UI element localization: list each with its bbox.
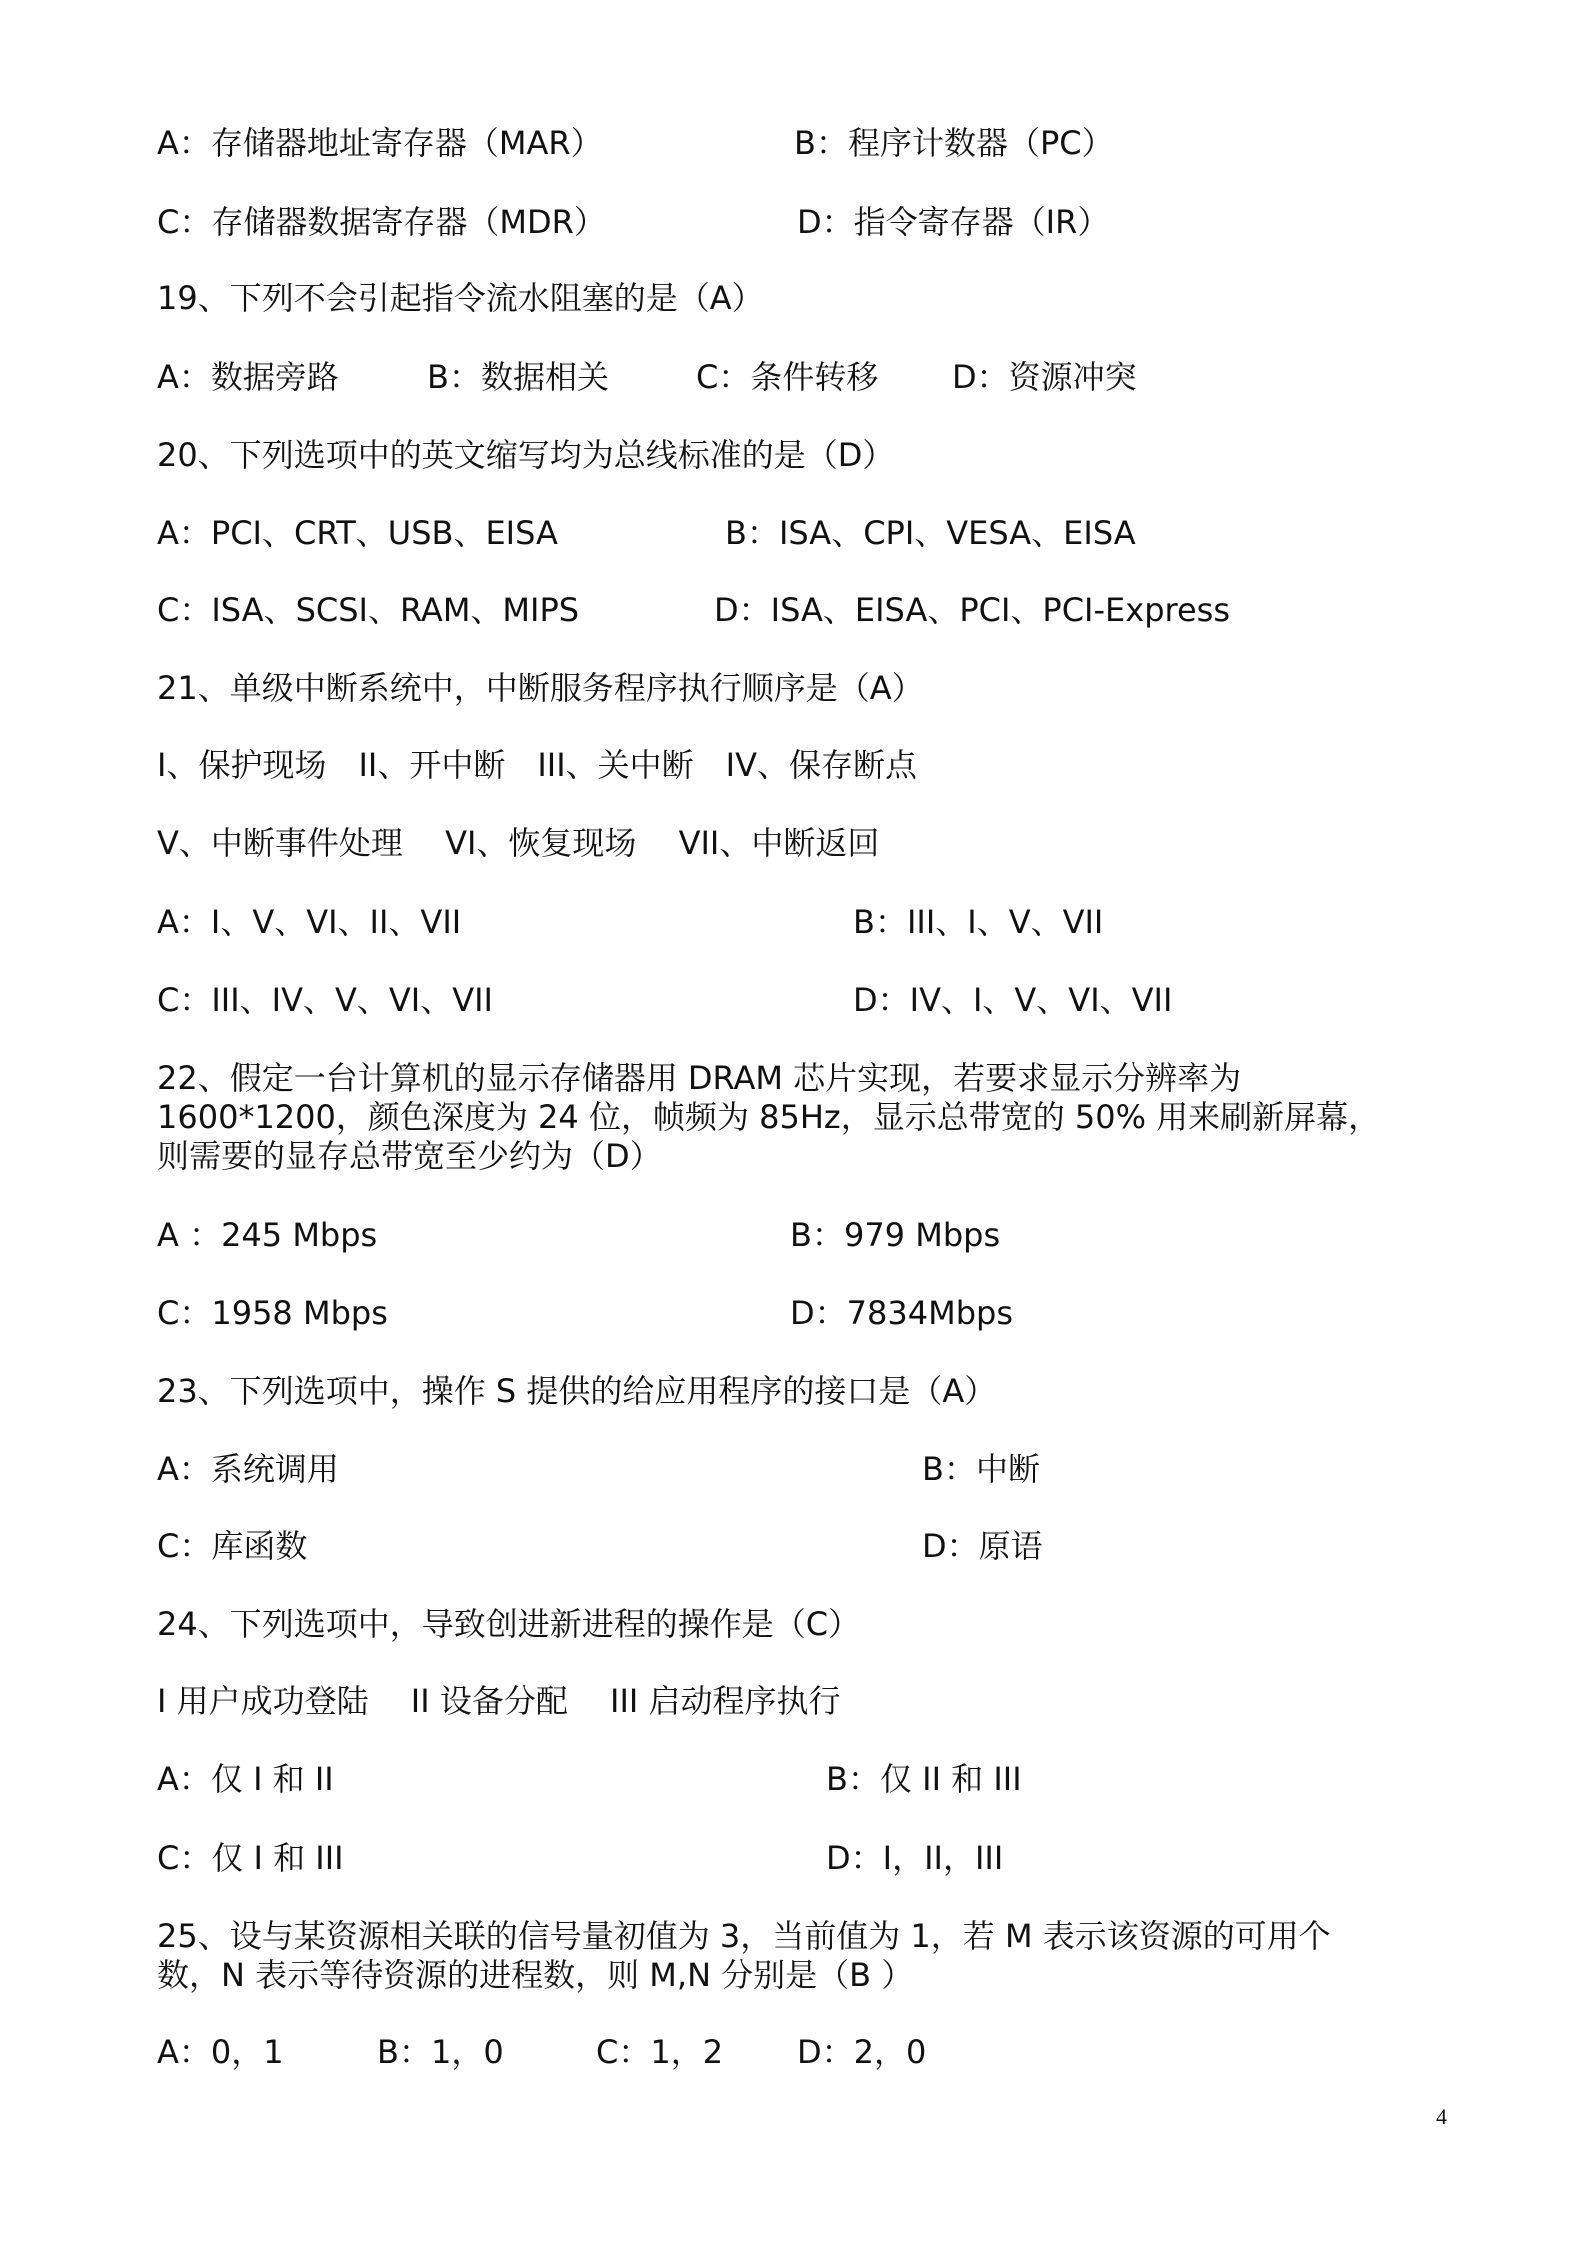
q23-option-a: A：系统调用 [157, 1450, 339, 1488]
q22-option-a: A ：245 Mbps [157, 1216, 378, 1254]
q21-option-a: A：I、V、VI、II、VII [157, 903, 462, 941]
q25-option-b: B：1，0 [377, 2033, 504, 2071]
q22-option-c: C：1958 Mbps [157, 1294, 388, 1332]
q18-option-d: D：指令寄存器（IR） [797, 203, 1110, 241]
q20-option-b: B：ISA、CPI、VESA、EISA [725, 514, 1136, 552]
q25-option-c: C：1，2 [596, 2033, 724, 2071]
q18-option-b: B：程序计数器（PC） [794, 124, 1114, 162]
q21-steps-line1: I、保护现场 II、开中断 III、关中断 IV、保存断点 [157, 746, 917, 784]
q23-option-c: C：库函数 [157, 1527, 308, 1565]
q22-question-line2: 1600*1200，颜色深度为 24 位，帧频为 85Hz，显示总带宽的 50% 用来刷新屏幕， [157, 1098, 1381, 1136]
q23-option-d: D：原语 [922, 1527, 1043, 1565]
q22-question-line3: 则需要的显存总带宽至少约为（D） [157, 1137, 662, 1175]
q24-question: 24、下列选项中，导致创进新进程的操作是（C） [157, 1605, 861, 1643]
q25-question-line1: 25、设与某资源相关联的信号量初值为 3，当前值为 1，若 M 表示该资源的可用个 [157, 1917, 1331, 1955]
q23-question: 23、下列选项中，操作 S 提供的给应用程序的接口是（A） [157, 1372, 997, 1410]
q21-option-d: D：IV、I、V、VI、VII [853, 981, 1173, 1019]
q20-question: 20、下列选项中的英文缩写均为总线标准的是（D） [157, 436, 895, 474]
q21-option-b: B：III、I、V、VII [853, 903, 1104, 941]
q20-option-a: A：PCI、CRT、USB、EISA [157, 514, 558, 552]
q19-option-a: A：数据旁路 [157, 358, 339, 396]
q22-option-b: B：979 Mbps [790, 1216, 1001, 1254]
q19-question: 19、下列不会引起指令流水阻塞的是（A） [157, 279, 764, 317]
q21-question: 21、单级中断系统中，中断服务程序执行顺序是（A） [157, 669, 924, 707]
q22-option-d: D：7834Mbps [790, 1294, 1013, 1332]
q19-option-c: C：条件转移 [696, 358, 879, 396]
q18-option-a: A：存储器地址寄存器（MAR） [157, 124, 603, 162]
q24-option-a: A：仅 I 和 II [157, 1760, 334, 1798]
q24-option-c: C：仅 I 和 III [157, 1839, 344, 1877]
q19-option-b: B：数据相关 [427, 358, 609, 396]
q24-option-d: D：I，II，III [826, 1839, 1004, 1877]
q21-steps-line2: V、中断事件处理 VI、恢复现场 VII、中断返回 [157, 824, 880, 862]
q24-items: I 用户成功登陆 II 设备分配 III 启动程序执行 [157, 1682, 841, 1720]
q25-question-line2: 数，N 表示等待资源的进程数，则 M,N 分别是（B ） [157, 1956, 914, 1994]
q25-option-a: A：0，1 [157, 2033, 284, 2071]
q20-option-c: C：ISA、SCSI、RAM、MIPS [157, 591, 580, 629]
q19-option-d: D：资源冲突 [952, 358, 1137, 396]
page-number: 4 [1436, 2104, 1447, 2129]
q21-option-c: C：III、IV、V、VI、VII [157, 981, 493, 1019]
q18-option-c: C：存储器数据寄存器（MDR） [157, 203, 606, 241]
q20-option-d: D：ISA、EISA、PCI、PCI-Express [714, 591, 1230, 629]
q25-option-d: D：2，0 [797, 2033, 927, 2071]
q24-option-b: B：仅 II 和 III [826, 1760, 1022, 1798]
q22-question-line1: 22、假定一台计算机的显示存储器用 DRAM 芯片实现，若要求显示分辨率为 [157, 1059, 1242, 1097]
q23-option-b: B：中断 [922, 1450, 1040, 1488]
